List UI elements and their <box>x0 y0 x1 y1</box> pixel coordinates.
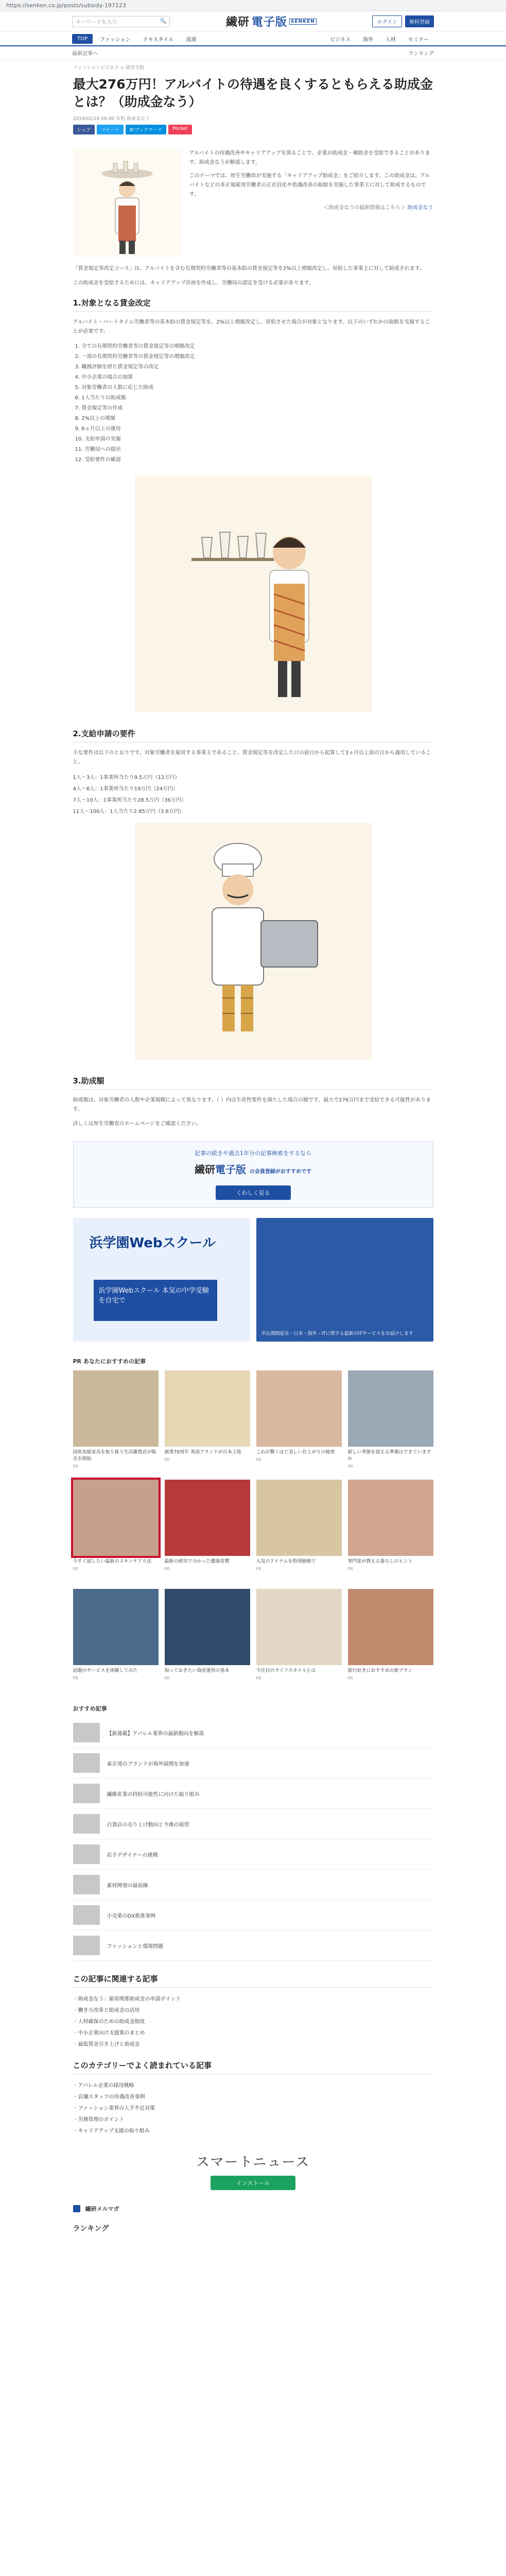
address-bar[interactable]: https://senken.co.jp/posts/subsidy-197123 <box>6 2 126 9</box>
section-heading: この記事に関連する記事 <box>73 1973 433 1988</box>
logo-text-a: 繊研 <box>225 16 250 29</box>
install-button[interactable]: インストール <box>211 2176 295 2190</box>
recommend-thumbnail <box>348 1480 433 1556</box>
nav-item[interactable]: 海外 <box>363 37 373 43</box>
related-list <box>73 1994 433 2050</box>
list-item: 7. 賃金規定等の作成 <box>75 405 123 411</box>
recommend-title: 人気のアイテムを特別価格で <box>256 1559 316 1564</box>
recommend-source: PR <box>73 1464 78 1469</box>
recommend-title: 今すぐ試したい最新のスキンケア方法 <box>73 1559 152 1564</box>
recommend-heading: PR あなたにおすすめの記事 <box>73 1358 146 1365</box>
site-header <box>0 11 506 32</box>
recommend-source: PR <box>256 1567 261 1571</box>
news-title: 若手デザイナーの挑戦 <box>107 1852 158 1858</box>
promo-logo <box>81 1161 426 1176</box>
recommend-thumbnail <box>73 1370 159 1447</box>
recommend-card[interactable] <box>165 1589 250 1692</box>
ad-banner[interactable] <box>256 1218 433 1342</box>
news-title: 百貨店の売り上げ動向と今後の展望 <box>107 1822 189 1828</box>
body-paragraph: 「賃金規定等改定コース」は、アルバイトを含む有期契約労働者等の基本給の賃金規定等を2%以上増額改定し、昇給した事業主に対して助成されます。 <box>73 266 425 272</box>
recommend-card[interactable] <box>165 1480 250 1583</box>
twitter-share-button[interactable]: ツイート <box>97 125 124 134</box>
subscription-promo <box>73 1141 433 1208</box>
recommend-source: PR <box>347 1676 353 1681</box>
recommend-thumbnail <box>256 1480 342 1556</box>
pocket-button[interactable]: Pocket <box>168 125 192 134</box>
recommend-title: 今注目のライフスタイルとは <box>256 1668 316 1673</box>
promo-button[interactable]: くわしく見る <box>216 1185 291 1200</box>
signup-button[interactable]: 無料登録 <box>405 15 434 27</box>
news-thumbnail <box>73 1753 100 1773</box>
body-paragraph: 助成額は、対象労働者の人数や企業規模によって異なります。（ ）内は生産性要件を満たした場合の額です。最大で276万円まで受給できる可能性があります。 <box>73 1097 431 1112</box>
list-item: 7人〜10人：1事業所当たり28.5万円（36万円） <box>73 798 186 803</box>
related-link[interactable]: ・ キャリアアップ支援の取り組み <box>73 2126 433 2137</box>
related-link[interactable]: ・ 中小企業向け支援策のまとめ <box>73 2028 433 2039</box>
news-title: 【新連載】アパレル業界の最新動向を解説 <box>107 1731 204 1737</box>
list-item: 11人〜100人：1人当たり2.85万円（3.6万円） <box>73 809 184 815</box>
list-item: 5. 対象労働者の人数に応じた助成 <box>75 385 154 391</box>
news-title: 素材開発の最前線 <box>107 1883 148 1889</box>
news-thumbnail <box>73 1875 100 1894</box>
section-heading: 2.支給申請の要件 <box>73 728 433 742</box>
recommend-thumbnail <box>165 1480 250 1556</box>
subnav <box>0 46 506 60</box>
recommend-grid <box>73 1370 433 1692</box>
ranking-link[interactable]: ランキング <box>408 51 434 57</box>
recommend-card[interactable] <box>256 1480 342 1583</box>
related-link[interactable]: ・ 人材確保のための助成金制度 <box>73 2016 433 2028</box>
illustration-wrap <box>73 823 433 1060</box>
recommend-thumbnail <box>348 1589 433 1665</box>
news-thumbnail <box>73 1905 100 1925</box>
recommend-source: PR <box>256 1676 261 1681</box>
recommend-thumbnail <box>165 1370 250 1447</box>
newsletter-label[interactable]: 繊研メルマガ <box>85 2206 119 2212</box>
recommend-title: 新しい季節を迎える準備はできていますか <box>347 1450 431 1462</box>
ad-box: 浜学園Webスクール 本気の中学受験を自宅で <box>94 1280 217 1321</box>
recommend-source: PR <box>164 1458 170 1462</box>
list-item: 2. 一部の有期契約労働者等の賃金規定等の増額改定 <box>75 354 195 360</box>
login-button[interactable]: ログイン <box>372 15 402 27</box>
news-title: ファッションと環境問題 <box>107 1943 164 1950</box>
news-thumbnail <box>73 1723 100 1742</box>
recommend-source: PR <box>164 1567 170 1571</box>
header-right <box>372 15 434 27</box>
list-item[interactable] <box>73 1930 433 1961</box>
section-heading: 3.助成額 <box>73 1075 433 1090</box>
recommend-source: PR <box>256 1458 261 1462</box>
intro-note-link[interactable]: 助成金なう <box>407 205 433 211</box>
promo-heading: 記事の続きや過去1年分の記事検索をするなら <box>195 1150 311 1157</box>
nav-item[interactable]: 流通 <box>186 37 197 43</box>
news-thumbnail <box>73 1784 100 1803</box>
breadcrumb[interactable]: ファッションビジネス > 経営全般 <box>73 65 145 71</box>
recommend-thumbnail <box>256 1589 342 1665</box>
related-link[interactable]: ・ アパレル企業の採用戦略 <box>73 2080 433 2092</box>
section-heading: 1.対象となる賃金改定 <box>73 297 433 312</box>
recommend-title: 話題のサービスを体験してみた <box>73 1668 138 1673</box>
app-title: スマートニュース <box>196 2155 310 2170</box>
body-paragraph: 詳しくは厚生労働省のホームページをご確認ください。 <box>73 1121 202 1127</box>
search-input[interactable] <box>72 16 170 27</box>
nav-item[interactable]: ビジネス <box>330 37 351 43</box>
list-item[interactable] <box>73 1900 433 1930</box>
recommend-title: これが驚くほど美しい仕上がりの秘密 <box>256 1450 335 1455</box>
recommend-title: 旅行好きにおすすめの新プラン <box>347 1668 413 1673</box>
promo-logo-b: 電子版 <box>215 1163 246 1176</box>
recommend-card[interactable] <box>256 1370 342 1473</box>
recommend-source: PR <box>347 1464 353 1469</box>
related-link[interactable]: ・ 労務管理のポイント <box>73 2114 433 2126</box>
ad-banner[interactable] <box>73 1218 250 1342</box>
subsidy-amount-list <box>73 772 433 818</box>
news-heading: おすすめ記事 <box>73 1705 107 1712</box>
nav-item[interactable]: テキスタイル <box>143 37 174 43</box>
illustration-wrap <box>73 476 433 713</box>
list-item[interactable] <box>73 1839 433 1870</box>
related-link[interactable]: ・ 店舗スタッフの待遇改善事例 <box>73 2092 433 2103</box>
latest-link[interactable]: 最新記事へ <box>72 51 98 57</box>
list-item: 4人〜6人：1事業所当たり19万円（24万円） <box>73 786 179 792</box>
bartender-illustration <box>135 476 372 713</box>
intro-paragraph: アルバイトの待遇改善やキャリアアップを図ることで、企業が助成金・補助金を受給できることがあります。助成金なうが解説します。 <box>189 150 430 165</box>
recommend-source: PR <box>73 1567 78 1571</box>
ad-row <box>73 1218 433 1342</box>
header-left <box>72 16 170 27</box>
list-item[interactable] <box>73 1809 433 1839</box>
recommend-card[interactable] <box>73 1370 159 1473</box>
recommend-card[interactable] <box>348 1480 433 1583</box>
nav-item[interactable]: 人材 <box>386 37 396 43</box>
recommend-source: PR <box>164 1676 170 1681</box>
promo-tagline: の会員登録がおすすめです <box>249 1169 312 1175</box>
footer-brand <box>73 2205 433 2213</box>
recommend-title: 創業70周年 英国ブランドが日本上陸 <box>164 1450 241 1455</box>
list-item: 8. 2%以上の増額 <box>75 416 116 421</box>
logo-text-b: 電子版 <box>251 16 287 29</box>
logo-sub: SENKEN <box>289 19 317 25</box>
ranking-heading: ランキング <box>73 2225 109 2233</box>
recommend-thumbnail <box>348 1370 433 1447</box>
news-title: 小売業のDX推進事例 <box>107 1913 156 1919</box>
recommend-card[interactable] <box>348 1589 433 1692</box>
related-link[interactable]: ・ 働き方改革と助成金の活用 <box>73 2005 433 2016</box>
intro-note-text: ＜助成金なうの最新情報はこちら＞ <box>323 205 406 211</box>
list-item: 1人〜3人：1事業所当たり9.5万円（12万円） <box>73 775 180 781</box>
site-logo[interactable] <box>226 13 317 29</box>
body-paragraph: 主な要件は以下のとおりです。対象労働者を雇用する事業主であること、賃金規定等を改定した日の前日から起算して3ヵ月以上前の日から適用していること。 <box>73 750 431 765</box>
recommend-card[interactable] <box>256 1589 342 1692</box>
ad-title: 浜学園Webスクール <box>89 1235 216 1251</box>
nav-item[interactable]: TOP <box>72 34 93 44</box>
list-item[interactable] <box>73 1870 433 1900</box>
main-nav <box>0 32 506 46</box>
intro-paragraph: このテーマでは、厚生労働省が実施する「キャリアアップ助成金」をご紹介します。この助成金は、アルバイトなどの非正規雇用労働者の正社員化や処遇改善の取組を実施した事業主に対して助成するものです。 <box>189 173 430 197</box>
body-paragraph: この助成金を受給するためには、キャリアアップ計画を作成し、労働局の認定を受ける必要があります。 <box>73 280 314 286</box>
list-item: 1. 全ての有期契約労働者等の賃金規定等の増額改定 <box>75 344 195 349</box>
share-bar <box>73 125 433 134</box>
recommend-card[interactable] <box>348 1370 433 1473</box>
nav-item[interactable]: ファッション <box>100 37 131 43</box>
recommend-card[interactable] <box>73 1589 159 1692</box>
article-intro <box>73 149 433 257</box>
section-heading: このカテゴリーでよく読まれている記事 <box>73 2060 433 2074</box>
news-thumbnail <box>73 1936 100 1955</box>
list-item: 3. 職務評価を経た賃金規定等の改定 <box>75 364 159 370</box>
search-icon[interactable]: 🔍 <box>160 19 166 24</box>
related-link[interactable]: ・ ファッション業界の人手不足対策 <box>73 2103 433 2114</box>
news-title: 繊維産業の持続可能性に向けた取り組み <box>107 1791 200 1798</box>
recommend-thumbnail <box>73 1589 159 1665</box>
browser-bar <box>0 0 506 11</box>
facebook-share-button[interactable]: シェア <box>73 125 95 134</box>
article-meta: 2019/01/18 06:00 有料 助成金なう <box>73 116 150 122</box>
promo-logo-a: 繊研 <box>194 1163 215 1176</box>
waiter-illustration <box>73 149 181 257</box>
recommend-title: 国産高級家具を取り扱う生活雑貨店が販売を開始 <box>73 1450 156 1462</box>
recommend-title: 最新の研究で分かった健康習慣 <box>164 1559 230 1564</box>
news-thumbnail <box>73 1814 100 1834</box>
category-list <box>73 2080 433 2137</box>
recommend-title: 専門家が教える暮らしのヒント <box>347 1559 413 1564</box>
list-item: 10. 支給申請の実施 <box>75 436 121 442</box>
intro-text <box>189 149 433 257</box>
related-link[interactable]: ・ 助成金なう：雇用関係助成金の申請ポイント <box>73 1994 433 2005</box>
article-main <box>73 60 433 2233</box>
related-link[interactable]: ・ 最低賃金引き上げと助成金 <box>73 2039 433 2050</box>
list-item: 6. 1人当たりの助成額 <box>75 395 126 401</box>
list-item: 12. 受給要件の確認 <box>75 457 121 463</box>
app-promo <box>73 2151 433 2190</box>
recommend-thumbnail <box>256 1370 342 1447</box>
list-item[interactable] <box>73 1718 433 1748</box>
list-item[interactable] <box>73 1748 433 1778</box>
search-placeholder: キーワードを入力 <box>76 20 117 25</box>
intro-note <box>189 204 433 213</box>
list-item: 4. 中小企業の場合の加算 <box>75 375 133 380</box>
news-title: 東京発のブランドが海外展開を加速 <box>107 1761 189 1767</box>
recommend-card[interactable] <box>73 1480 159 1583</box>
page-title: 最大276万円！アルバイトの待遇を良くするともらえる助成金とは？（助成金なう） <box>73 77 433 109</box>
body-paragraph: アルバイト・パートタイム労働者等の基本給の賃金規定等を、2%以上増額改定し、昇給させた場合が対象となります。以下のいずれかの取組を実施することが必要です。 <box>73 319 430 334</box>
chef-illustration <box>135 823 372 1060</box>
recommend-title: 知っておきたい資産運用の基本 <box>164 1668 230 1673</box>
recommend-thumbnail <box>73 1480 159 1556</box>
newsletter-icon <box>73 2205 80 2212</box>
nav-item[interactable]: セミナー <box>408 37 429 43</box>
ad-caption: 申込期間延長・日本・海外・ITに関する最新のITサービスをお届けします <box>261 1331 413 1336</box>
list-item[interactable] <box>73 1778 433 1809</box>
hatena-bookmark-button[interactable]: B!ブックマーク <box>126 125 166 134</box>
news-thumbnail <box>73 1844 100 1864</box>
recommend-source: PR <box>73 1676 78 1681</box>
requirements-list <box>75 342 433 465</box>
recommend-card[interactable] <box>165 1370 250 1473</box>
list-item: 9. 6ヵ月以上の運用 <box>75 426 121 432</box>
recommend-source: PR <box>347 1567 353 1571</box>
list-item: 11. 労働局への提出 <box>75 447 121 452</box>
news-list <box>73 1704 433 1961</box>
recommend-thumbnail <box>165 1589 250 1665</box>
